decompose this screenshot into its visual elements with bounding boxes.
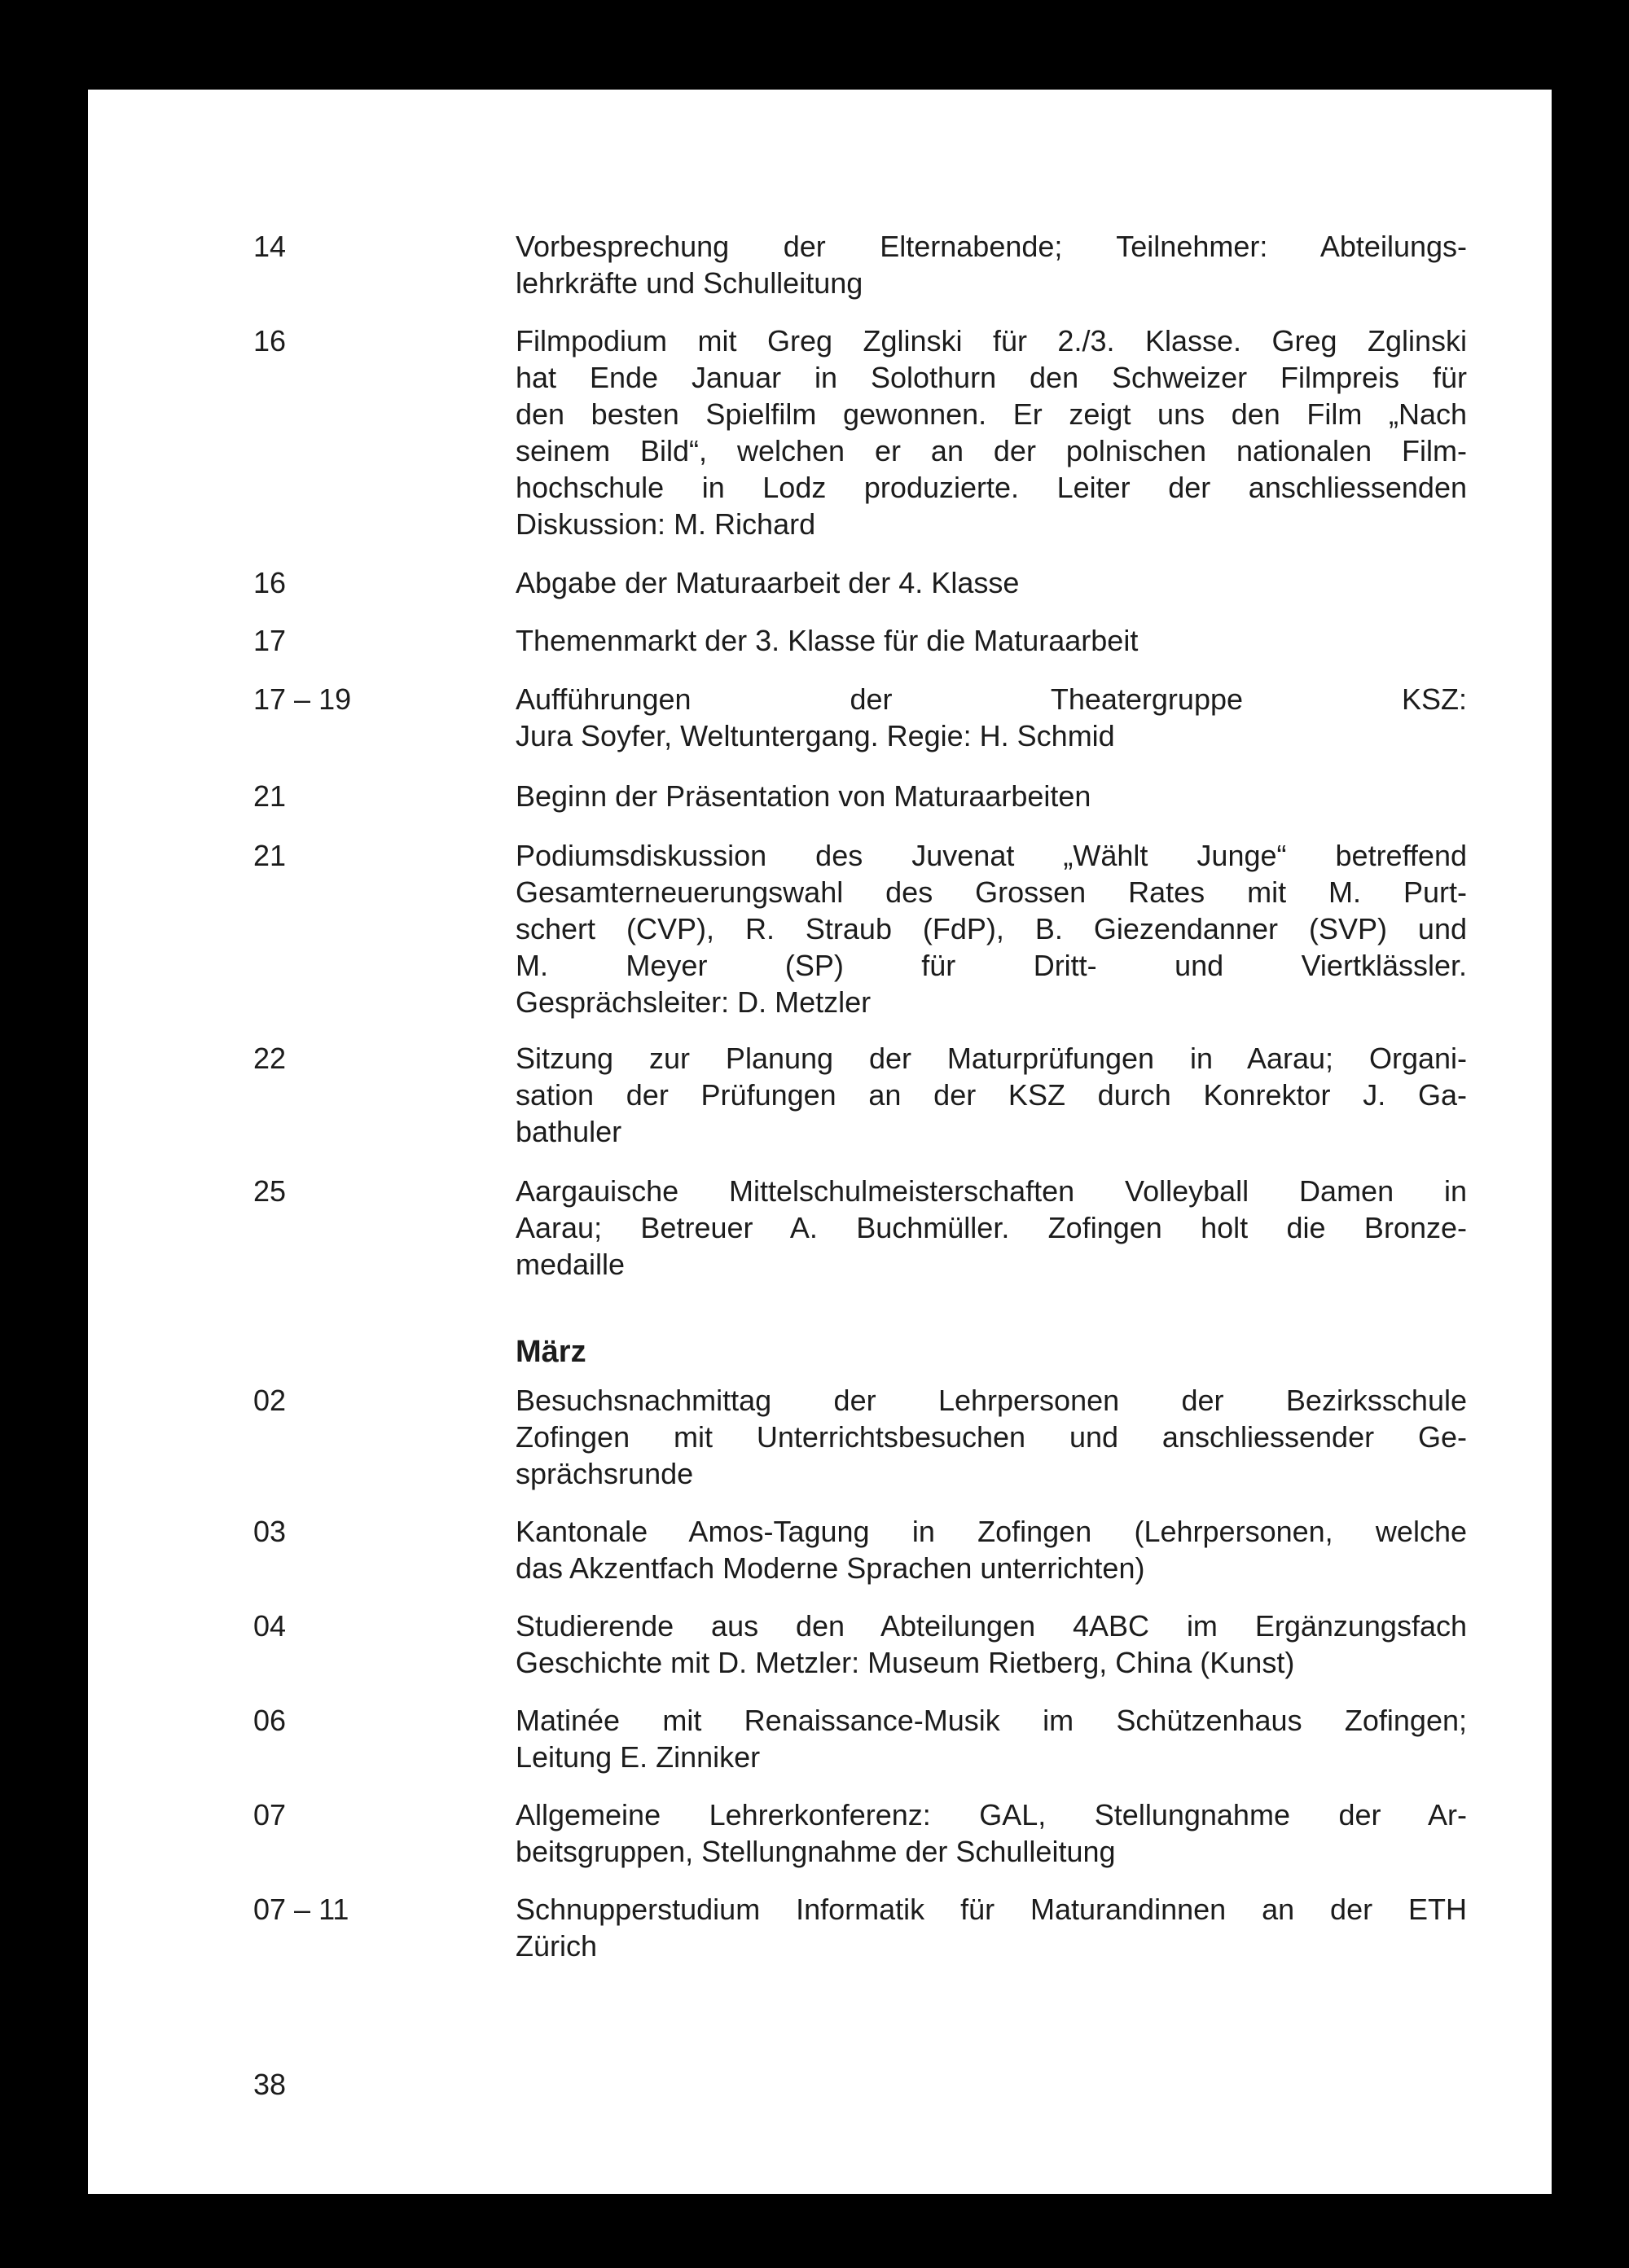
entry-text-line: Geschichte mit D. Metzler: Museum Rietberg, China (Kunst) [516, 1646, 1295, 1679]
entry-text-line: hat Ende Januar in Solothurn den Schweizer Filmpreis für [516, 361, 1467, 394]
entry-text-line: sprächsrunde [516, 1457, 694, 1490]
entry-description [516, 1513, 1467, 1586]
entry-date: 25 [253, 1174, 287, 1208]
entry-text-line: Aarau; Betreuer A. Buchmüller. Zofingen holt die Bronze- [516, 1211, 1467, 1244]
entry-text-line: schert (CVP), R. Straub (FdP), B. Giezendanner (SVP) und [516, 912, 1467, 945]
entry-description [516, 322, 1467, 542]
entry-date: 21 [253, 779, 287, 813]
entry-description [516, 1702, 1467, 1775]
entry-text-line: medaille [516, 1248, 626, 1281]
entry-description [516, 681, 1467, 754]
entry-text-line: Studierende aus den Abteilungen 4ABC im Ergänzungsfach [516, 1609, 1467, 1643]
entry-text-line: Vorbesprechung der Elternabende; Teilnehmer: Abteilungs- [516, 230, 1467, 263]
entry-date: 02 [253, 1384, 287, 1417]
entry-text-line: Jura Soyfer, Weltuntergang. Regie: H. Schmid [516, 719, 1115, 752]
entry-text-line: Beginn der Präsentation von Maturaarbeiten [516, 779, 1091, 813]
entry-date: 14 [253, 230, 287, 263]
entry-date: 04 [253, 1609, 287, 1643]
entry-text-line: Kantonale Amos-Tagung in Zofingen (Lehrpersonen, welche [516, 1515, 1467, 1548]
entry-text-line: beitsgruppen, Stellungnahme der Schulleitung [516, 1835, 1116, 1868]
entry-date: 07 – 11 [253, 1893, 349, 1926]
entry-text-line: Themenmarkt der 3. Klasse für die Maturaarbeit [516, 624, 1139, 657]
entry-date: 17 – 19 [253, 682, 352, 716]
entry-date: 21 [253, 839, 287, 872]
page-number: 38 [253, 2068, 287, 2101]
entry-description [516, 1891, 1467, 1964]
entry-text-line: seinem Bild“, welchen er an der polnischen nationalen Film- [516, 434, 1467, 467]
entry-text-line: Zürich [516, 1929, 598, 1963]
entry-description [516, 622, 1467, 659]
entry-description [516, 228, 1467, 301]
entry-date: 07 [253, 1798, 287, 1832]
entry-description [516, 1382, 1467, 1492]
entry-description [516, 778, 1467, 814]
entry-text-line: Gesamterneuerungswahl des Grossen Rates mit M. Purt- [516, 875, 1467, 909]
entry-text-line: Filmpodium mit Greg Zglinski für 2./3. Klasse. Greg Zglinski [516, 324, 1467, 358]
entry-date: 22 [253, 1042, 287, 1075]
entry-text-line: lehrkräfte und Schulleitung [516, 266, 863, 300]
entry-date: 06 [253, 1704, 287, 1737]
entry-text-line: M. Meyer (SP) für Dritt- und Viertklässler. [516, 949, 1467, 982]
entry-description [516, 837, 1467, 1020]
entry-date: 17 [253, 624, 287, 657]
entry-text-line: Aufführungen der Theatergruppe KSZ: [516, 682, 1467, 716]
entry-text-line: Podiumsdiskussion des Juvenat „Wählt Junge“ betreffend [516, 839, 1467, 872]
entry-text-line: Aargauische Mittelschulmeisterschaften Volleyball Damen in [516, 1174, 1467, 1208]
entry-text-line: hochschule in Lodz produzierte. Leiter der anschliessenden [516, 471, 1467, 504]
month-heading: März [516, 1335, 586, 1369]
entry-text-line: Sitzung zur Planung der Maturprüfungen in Aarau; Organi- [516, 1042, 1467, 1075]
entry-text-line: bathuler [516, 1115, 622, 1148]
entry-description [516, 1796, 1467, 1870]
entry-description [516, 564, 1467, 601]
entry-description [516, 1040, 1467, 1150]
entry-date: 16 [253, 566, 287, 599]
entry-text-line: Zofingen mit Unterrichtsbesuchen und anschliessender Ge- [516, 1420, 1467, 1454]
entry-text-line: Gesprächsleiter: D. Metzler [516, 985, 872, 1019]
entry-description [516, 1173, 1467, 1283]
entry-text-line: Diskussion: M. Richard [516, 507, 816, 541]
entry-text-line: Abgabe der Maturaarbeit der 4. Klasse [516, 566, 1020, 599]
entry-text-line: das Akzentfach Moderne Sprachen unterrichten) [516, 1551, 1145, 1585]
entry-text-line: Allgemeine Lehrerkonferenz: GAL, Stellungnahme der Ar- [516, 1798, 1467, 1832]
entry-text-line: Matinée mit Renaissance-Musik im Schützenhaus Zofingen; [516, 1704, 1467, 1737]
document-page [88, 90, 1552, 2194]
entry-date: 16 [253, 324, 287, 358]
entry-text-line: sation der Prüfungen an der KSZ durch Konrektor J. Ga- [516, 1078, 1467, 1112]
entry-text-line: Leitung E. Zinniker [516, 1740, 761, 1774]
entry-text-line: Schnupperstudium Informatik für Maturandinnen an der ETH [516, 1893, 1467, 1926]
entry-text-line: Besuchsnachmittag der Lehrpersonen der Bezirksschule [516, 1384, 1467, 1417]
entry-text-line: den besten Spielfilm gewonnen. Er zeigt uns den Film „Nach [516, 397, 1467, 431]
entry-date: 03 [253, 1515, 287, 1548]
entry-description [516, 1608, 1467, 1681]
